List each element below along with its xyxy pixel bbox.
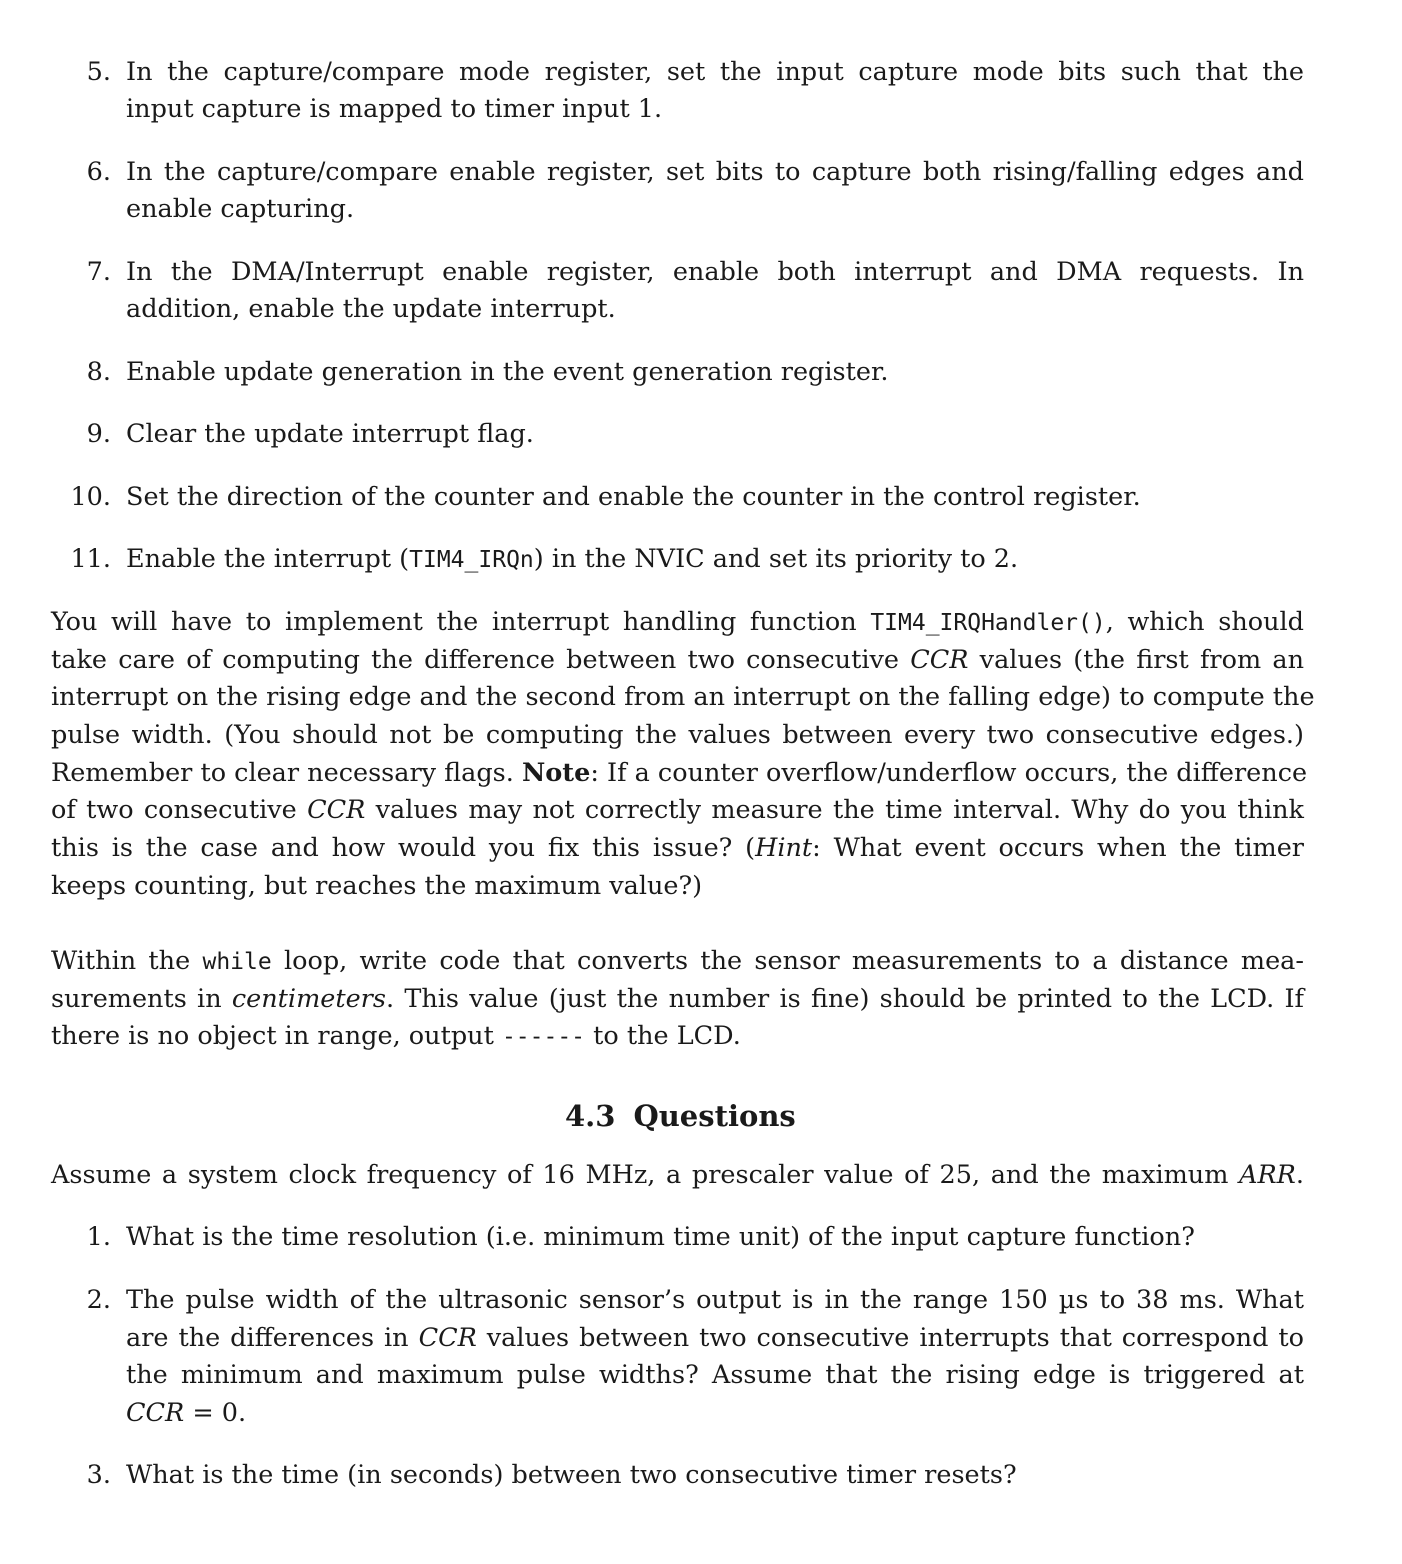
- list-number: 9.: [86, 419, 111, 449]
- paragraph-line: take care of computing the difference between two consecutive CCR values (the first from an: [51, 645, 1304, 675]
- list-number: 10.: [70, 482, 111, 512]
- code-keyword: while: [202, 949, 272, 975]
- paragraph-line: interrupt on the rising edge and the second from an interrupt on the falling edge) to compute the: [51, 682, 1315, 712]
- list-item-text: In the capture/compare enable register, set bits to capture both rising/falling edges and: [126, 157, 1304, 187]
- list-item-text: enable capturing.: [126, 194, 355, 224]
- paragraph-line: there is no object in range, output ------ to the LCD.: [51, 1021, 741, 1051]
- list-number: 5.: [86, 57, 111, 87]
- paragraph-line: pulse width. (You should not be computing the values between every two consecutive edges.): [51, 720, 1304, 750]
- paragraph-line: surements in centimeters. This value (just the number is fine) should be printed to the LCD. If: [51, 984, 1304, 1014]
- list-item-text: input capture is mapped to timer input 1.: [126, 94, 663, 124]
- math-arr: ARR: [1239, 1160, 1296, 1190]
- math-ccr: CCR: [418, 1323, 477, 1353]
- section-heading: [565, 1096, 796, 1136]
- list-item-text: Enable update generation in the event generation register.: [126, 357, 889, 387]
- question-text: What is the time (in seconds) between two consecutive timer resets?: [126, 1460, 1017, 1490]
- list-item-text: Enable the interrupt (TIM4_IRQn) in the NVIC and set its priority to 2.: [126, 544, 1019, 574]
- code-identifier: TIM4_IRQHandler(): [870, 610, 1106, 636]
- paragraph-line: Within the while loop, write code that converts the sensor measurements to a distance mea-: [51, 946, 1304, 976]
- question-text: What is the time resolution (i.e. minimum time unit) of the input capture function?: [126, 1222, 1195, 1252]
- list-item-text: In the capture/compare mode register, set the input capture mode bits such that the: [126, 57, 1304, 87]
- question-number: 2.: [86, 1285, 111, 1315]
- list-number: 6.: [86, 157, 111, 187]
- list-number: 11.: [70, 544, 111, 574]
- hint-label: Hint: [755, 833, 813, 863]
- list-item-text: Clear the update interrupt flag.: [126, 419, 534, 449]
- question-text: CCR = 0.: [126, 1398, 247, 1428]
- assumption-text: Assume a system clock frequency of 16 MHz, a prescaler value of 25, and the maximum ARR.: [51, 1160, 1304, 1190]
- paragraph-line: Remember to clear necessary flags. Note: If a counter overflow/underflow occurs, the difference: [51, 758, 1308, 788]
- list-number: 8.: [86, 357, 111, 387]
- math-ccr: CCR: [126, 1398, 185, 1428]
- question-text: the minimum and maximum pulse widths? Assume that the rising edge is triggered at: [126, 1360, 1304, 1390]
- paragraph-line: this is the case and how would you fix this issue? (Hint: What event occurs when the timer: [51, 833, 1304, 863]
- list-item-text: addition, enable the update interrupt.: [126, 294, 616, 324]
- math-ccr: CCR: [307, 795, 366, 825]
- emphasis: centimeters: [231, 984, 386, 1014]
- section-number: 4.3: [565, 1099, 616, 1133]
- code-dashes: ------: [501, 1024, 586, 1050]
- question-number: 1.: [86, 1222, 111, 1252]
- question-text: are the differences in CCR values between two consecutive interrupts that correspond to: [126, 1323, 1304, 1353]
- section-title: Questions: [633, 1099, 796, 1133]
- math-ccr: CCR: [910, 645, 969, 675]
- list-number: 7.: [86, 257, 111, 287]
- paragraph-line: keeps counting, but reaches the maximum value?): [51, 871, 703, 901]
- paragraph-line: You will have to implement the interrupt handling function TIM4_IRQHandler(), which should: [51, 607, 1304, 637]
- question-number: 3.: [86, 1460, 111, 1490]
- paragraph-line: of two consecutive CCR values may not correctly measure the time interval. Why do you think: [51, 795, 1304, 825]
- list-item-text: In the DMA/Interrupt enable register, enable both interrupt and DMA requests. In: [126, 257, 1304, 287]
- code-identifier: TIM4_IRQn: [409, 547, 534, 573]
- note-label: Note: [521, 758, 591, 788]
- list-item-text: Set the direction of the counter and enable the counter in the control register.: [126, 482, 1141, 512]
- question-text: The pulse width of the ultrasonic sensor’s output is in the range 150 µs to 38 ms. What: [126, 1285, 1304, 1315]
